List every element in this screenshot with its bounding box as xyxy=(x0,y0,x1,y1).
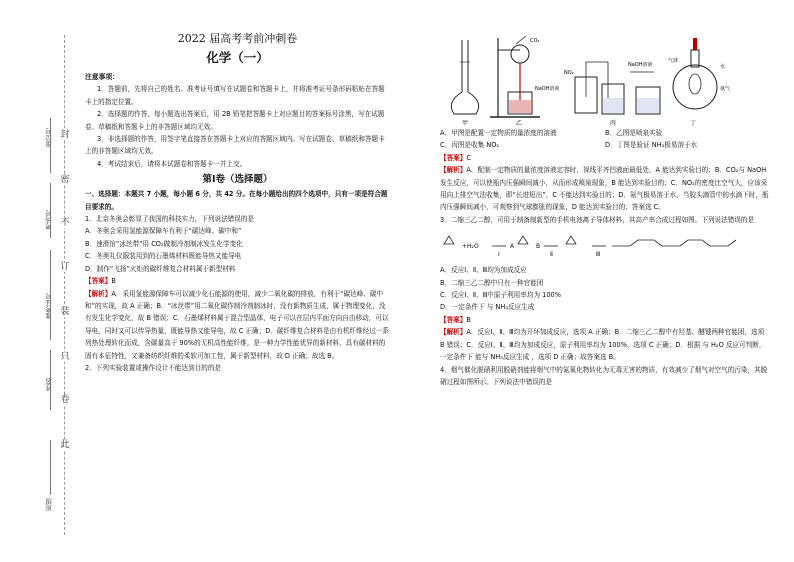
seal-word: 只 xyxy=(60,352,70,362)
q3-option-b: B．二缩三乙二醇中只有一种官能团 xyxy=(440,278,544,287)
apparatus-label: 丙 xyxy=(610,120,617,127)
section-title: 第Ⅰ卷（选择题） xyxy=(202,174,273,186)
apparatus-label: 乙 xyxy=(516,120,523,127)
exam-title: 2022 届高考考前冲刺卷 xyxy=(177,32,298,45)
q2-option-c: C．丙图是收集 NO₂ xyxy=(440,141,500,150)
field-label-seat: 座位号 xyxy=(45,128,53,148)
apparatus-tag: CO₂ xyxy=(530,38,540,44)
notice-item: 1．答题前，先将自己的姓名、准考证号填写在试题卷和答题卡上，并将准考证号条形码粘贴在答题卡上的指定位置。 xyxy=(85,85,385,106)
apparatus-tag: 气球 xyxy=(668,58,679,64)
answer-label: 【答案】 xyxy=(440,315,467,324)
q1-analysis xyxy=(85,288,390,362)
field-label-class: 班级 xyxy=(45,498,53,511)
seal-word: 装 xyxy=(60,307,70,317)
q2-apparatus-figure xyxy=(440,32,770,127)
field-line[interactable] xyxy=(50,350,51,410)
answer-value: B xyxy=(111,277,116,286)
q1-answer xyxy=(85,275,390,287)
apparatus-tag: NaOH溶液 xyxy=(535,86,560,92)
q1-option-d: D．制作“飞扬”火炬的碳纤维复合材料属于新型材料 xyxy=(85,264,236,273)
ammonia-flask-icon xyxy=(673,38,717,109)
apparatus-label: 甲 xyxy=(462,120,469,127)
analysis-text: A．配制一定物质的量浓度溶液定容时，视线平齐凹液面最低处，A 能达到实验目的；B．CO₂与 NaOH 发生反应，可以使瓶内压强瞬间减小，从而形成喷泉现象，B 能达到实验目的；C．NO₂的密度比空气大，应该采用向上排空气法收集，即“长进短出”，C 不能达到实验目的；D．氨气极易溶于水，当胶头滴管中的水滴下时，瓶内压强瞬间减小，可观察到气球膨胀的现象，D 能达到实验目的；答案选 C。 xyxy=(440,166,769,212)
seal-word: 不 xyxy=(60,218,70,228)
q2-option-b: B．乙图是喷泉实验 xyxy=(605,129,663,137)
scheme-step: Ⅱ xyxy=(550,251,553,259)
volumetric-flask-icon xyxy=(451,40,478,114)
gas-collection-icon xyxy=(575,62,660,114)
fountain-apparatus-icon xyxy=(490,36,540,117)
reaction-scheme-drawing xyxy=(440,228,770,262)
q1-option-a: A．冬奥会采用氢能源保障车有利于“碳达峰、碳中和” xyxy=(85,227,242,236)
q3-option-d: D．一定条件下 与 NH₃反应生成 xyxy=(440,303,535,312)
seal-word: 密 xyxy=(60,175,70,185)
answer-value: C xyxy=(466,153,471,162)
apparatus-label: 丁 xyxy=(690,120,697,127)
q3-option-c: C．反应Ⅰ、Ⅱ、Ⅲ中原子利用率均为 100% xyxy=(440,291,562,300)
right-column xyxy=(440,32,770,388)
apparatus-tag: 水 xyxy=(720,64,726,70)
seal-dashed-line xyxy=(64,35,65,535)
question-4-stem: 4．烟气催化脱硝利用脱硝剂能将烟气中的氮氧化物转化为无毒无害的物质，有效减少了烟气对空气的污染，其脱硝过程如图所示。下列说法中错误的是 xyxy=(440,365,768,386)
scheme-label: A xyxy=(510,243,515,251)
field-label-room: 考场号 xyxy=(45,210,53,230)
seal-word: 订 xyxy=(60,262,70,272)
field-line[interactable] xyxy=(50,118,51,173)
analysis-label: 【解析】 xyxy=(440,328,467,337)
apparatus-drawing xyxy=(440,32,770,127)
answer-value: B xyxy=(466,315,471,324)
analysis-label: 【解析】 xyxy=(85,289,112,298)
field-line[interactable] xyxy=(50,440,51,495)
analysis-text: A．反应Ⅰ、Ⅱ、Ⅲ均为开环加成反应，选项 A 正确；B．二缩三乙二醇中有羟基、醚键两种官能团，选项 B 错误；C．反应Ⅰ、Ⅱ、Ⅲ均为加成反应，原子利用率均为 100%，选项 C 正确；D．根据 与 H₂O 反应可判断，一定条件下 能与 NH₃反应生成 ，选项 D 正确；故答案选 B。 xyxy=(440,328,766,362)
q3-reaction-scheme xyxy=(440,228,770,262)
scheme-step: Ⅲ xyxy=(596,251,601,259)
analysis-text: A．采用氢能源保障车可以减少化石能源的使用，减少二氧化碳的排放，有利于“碳达峰、碳中和”的实现，故 A 正确；B．“冰丝带”用二氧化碳作制冷剂制冰时，没有新物质生成，属于物理变化，没有发生化学变化，故 B 错误；C．石墨烯材料属于混合型晶体，电子可以在层内平面方向自由移动，可以导电，同时又可以传导热量，既能导热又能导电，故 C 正确；D．碳纤维复合材料是由有机纤维经过一系列热处理转化而成，含碳量高于 90%的无机高性能纤维，是一种力学性能优异的新材料，具有碳材料的固有本征特性，又兼备纺织纤维的柔软可加工性，属于新型材料，故 D 正确；故选 B。 xyxy=(85,289,389,360)
answer-label: 【答案】 xyxy=(85,277,112,286)
answer-label: 【答案】 xyxy=(440,153,467,162)
section-intro: 一、选择题：本题共 7 小题，每小题 6 分，共 42 分。在每小题给出的四个选项中，只有一项是符合题目要求的。 xyxy=(85,190,388,211)
notice-item: 3．非选择题的作答，用签字笔直接答在答题卡上对应的答题区域内。写在试题卷、草稿纸和答题卡上的非答题区域均无效。 xyxy=(85,135,385,156)
apparatus-tag: NO₂ xyxy=(564,70,574,76)
analysis-label: 【解析】 xyxy=(440,166,467,175)
notice-heading: 注意事项： xyxy=(85,73,119,81)
q2-option-a: A．甲图是配置一定物质的量浓度的溶液 xyxy=(440,129,557,137)
question-2-stem: 2．下列实验装置或操作设计不能达到目的的是 xyxy=(85,363,222,372)
exam-subtitle: 化学（一） xyxy=(206,50,269,65)
field-label-ticket: 准考证号 xyxy=(45,293,53,319)
q1-option-c: C．冬奥礼仪服装用到的石墨烯材料既能导热又能导电 xyxy=(85,252,242,261)
q2-answer xyxy=(440,152,770,164)
q3-option-a: A．反应Ⅰ、Ⅱ、Ⅲ均为加成反应 xyxy=(440,266,527,275)
seal-word: 封 xyxy=(60,130,70,140)
notice-item: 2．选择题的作答，每小题选出答案后，用 2B 铅笔把答题卡上对应题目的答案标号涂黑，写在试题卷、草稿纸和答题卡上的非答题区域均无效。 xyxy=(85,110,385,131)
scheme-step: Ⅰ xyxy=(498,251,500,259)
q2-option-d: D．丁图是验证 NH₃极易溶于水 xyxy=(605,141,698,150)
notice-block xyxy=(85,71,390,170)
notice-item: 4．考试结束后，请将本试题卷和答题卡一并上交。 xyxy=(97,159,247,168)
field-label-name: 姓名 xyxy=(45,378,53,391)
q2-options-row xyxy=(440,127,770,139)
q3-answer xyxy=(440,314,770,326)
field-line[interactable] xyxy=(50,250,51,340)
apparatus-tag: NaOH溶液 xyxy=(628,62,653,68)
apparatus-tag: 氨气 xyxy=(720,86,731,92)
scheme-label: B xyxy=(536,243,541,251)
seal-word: 此 xyxy=(60,440,70,450)
seal-word: 卷 xyxy=(60,395,70,405)
q2-options-row xyxy=(440,139,770,151)
left-column xyxy=(85,32,390,374)
q1-option-b: B．速滑馆“冰丝带”用 CO₂做制冷剂制冰发生化学变化 xyxy=(85,239,243,248)
question-1-stem: 1．北京冬奥会彰显了我国的科技实力，下列说法错误的是 xyxy=(85,215,255,224)
question-3-stem: 3．二缩三乙二醇，可用于制备制新型的手机电池离子导体材料，其高产率合成过程如图。下列说法错误的是 xyxy=(440,215,755,224)
field-line[interactable] xyxy=(50,183,51,238)
q2-analysis xyxy=(440,164,770,214)
q3-analysis xyxy=(440,326,770,363)
scheme-reagent: +H₂O xyxy=(462,243,479,251)
